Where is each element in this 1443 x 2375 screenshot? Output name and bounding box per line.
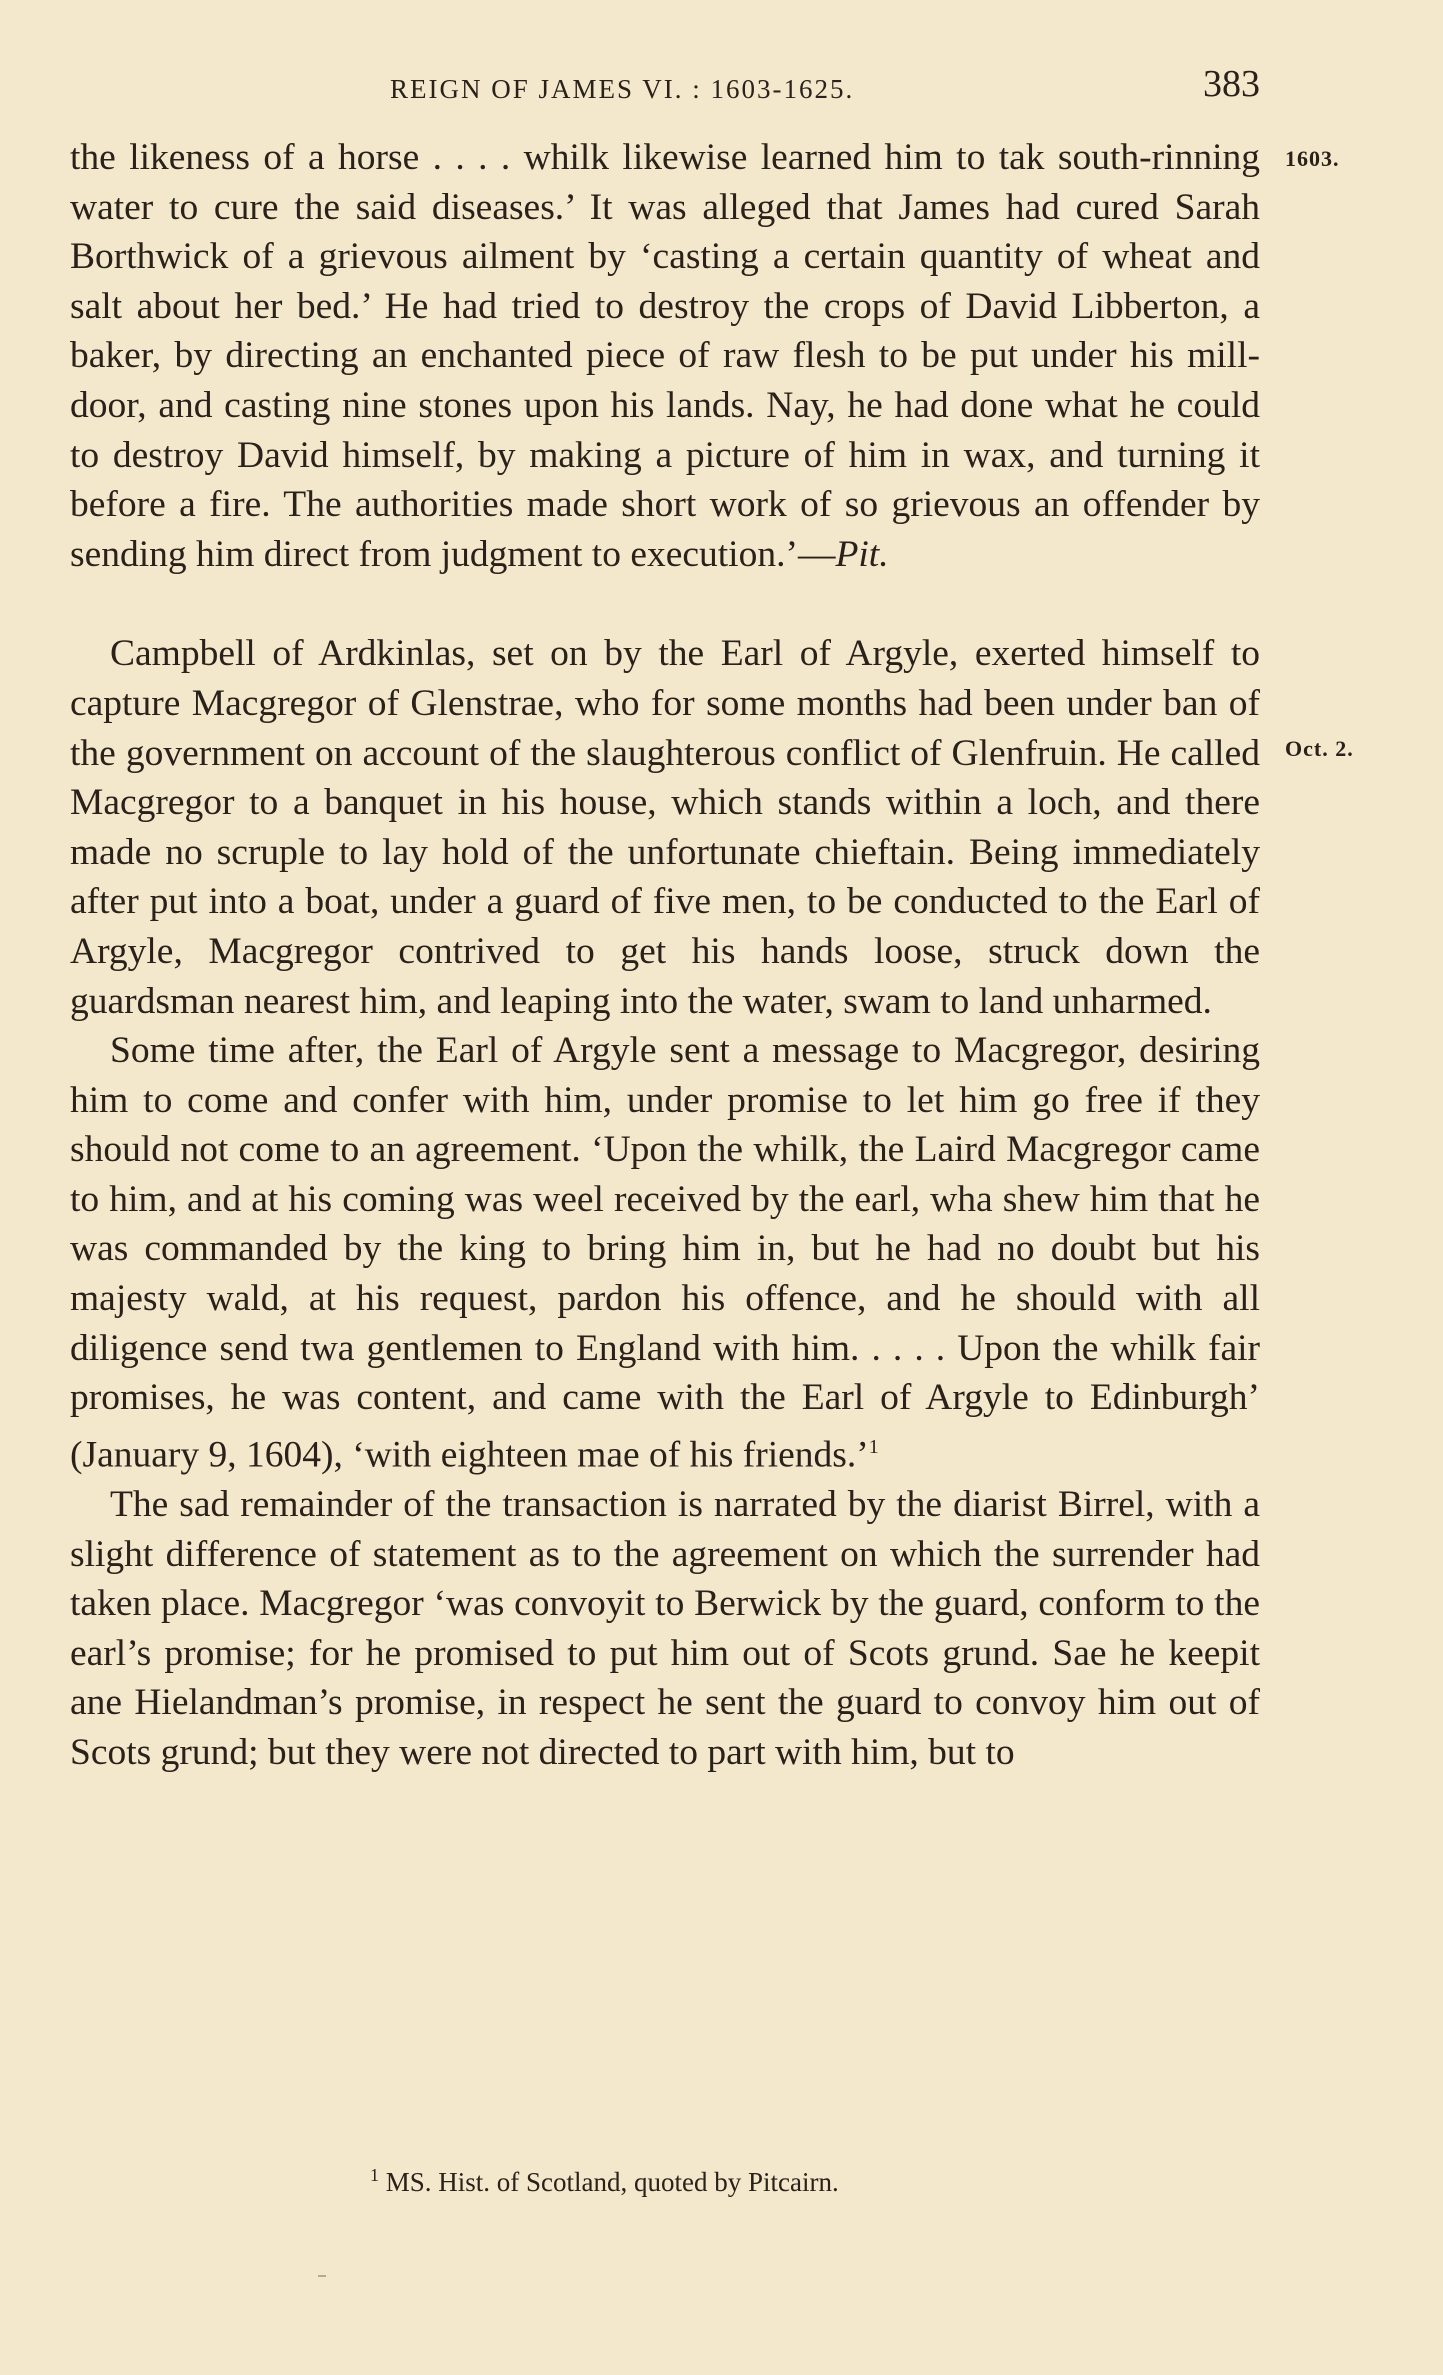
footnote-text: MS. Hist. of Scotland, quoted by Pitcairn. xyxy=(385,2167,839,2197)
paragraph-4: The sad remainder of the transaction is narrated by the diarist Birrel, with a slight difference of statement as to the agreement on which the surrender had taken place. Macgregor ‘was convoyit to Berwick by the guard, conform to the earl’s promise; for he promised to put him out of Scots grund. Sae he keepit ane Hielandman’s promise, in respect he sent the guard to convoy him out of Scots grund; but they were not directed to part with him, but to xyxy=(70,1483,1260,1773)
margin-note-date: Oct. 2. xyxy=(1285,736,1354,761)
page-number: 383 xyxy=(1203,63,1260,105)
paragraph-3-text: Some time after, the Earl of Argyle sent a message to Macgregor, desiring him to come and confer with him, under promise to let him go free if they should not come to an agreement. ‘Upon the whilk, the Laird Macgregor came to him, and at his coming was weel received by the earl, wha shew him that he was commanded by the king to bring him in, but he had no doubt but his majesty wald, at his request, pardon his offence, and he should with all diligence send twa gentlemen to England with him. . . . . Upon the whilk fair promises, he was content, and came with the Earl of Argyle to Edinburgh’ (January 9, 1604), ‘with eighteen mae of his friends.’ xyxy=(70,1030,1260,1476)
margin-note-year: 1603. xyxy=(1285,146,1340,171)
body-text xyxy=(70,133,1260,1778)
running-title: REIGN OF JAMES VI. : 1603-1625. xyxy=(390,74,855,104)
paragraph-2: Campbell of Ardkinlas, set on by the Earl of Argyle, exerted himself to capture Macgregor of Glenstrae, who for some months had been under ban of the government on account of the slaughterous conflict of Glenfruin. He called Macgregor to a banquet in his house, which stands within a loch, and there made no scruple to lay hold of the unfortunate chieftain. Being immediately after put into a boat, under a guard of five men, to be conducted to the Earl of Argyle, Macgregor contrived to get his hands loose, struck down the guardsman nearest him, and leaping into the water, swam to land unharmed. xyxy=(70,633,1260,1022)
running-head xyxy=(70,62,1260,112)
source-citation: Pit. xyxy=(835,533,889,575)
footnote xyxy=(370,2165,839,2198)
page-blemish xyxy=(318,2275,326,2277)
paragraph-1 xyxy=(70,133,1260,579)
paragraph-3 xyxy=(70,1026,1260,1480)
paragraph-1-text: the likeness of a horse . . . . whilk likewise learned him to tak south-rinning water to cure the said diseases.’ It was alleged that James had cured Sarah Borthwick of a grievous ailment by ‘casting a certain quantity of wheat and salt about her bed.’ He had tried to destroy the crops of David Libberton, a baker, by directing an enchanted piece of raw flesh to be put under his mill-door, and casting nine stones upon his lands. Nay, he had done what he could to destroy David himself, by making a picture of him in wax, and turning it before a fire. The authorities made short work of so grievous an offender by sending him direct from judgment to execution.’— xyxy=(70,137,1260,575)
footnote-marker: 1 xyxy=(370,2165,379,2185)
footnote-reference: 1 xyxy=(868,1435,879,1458)
